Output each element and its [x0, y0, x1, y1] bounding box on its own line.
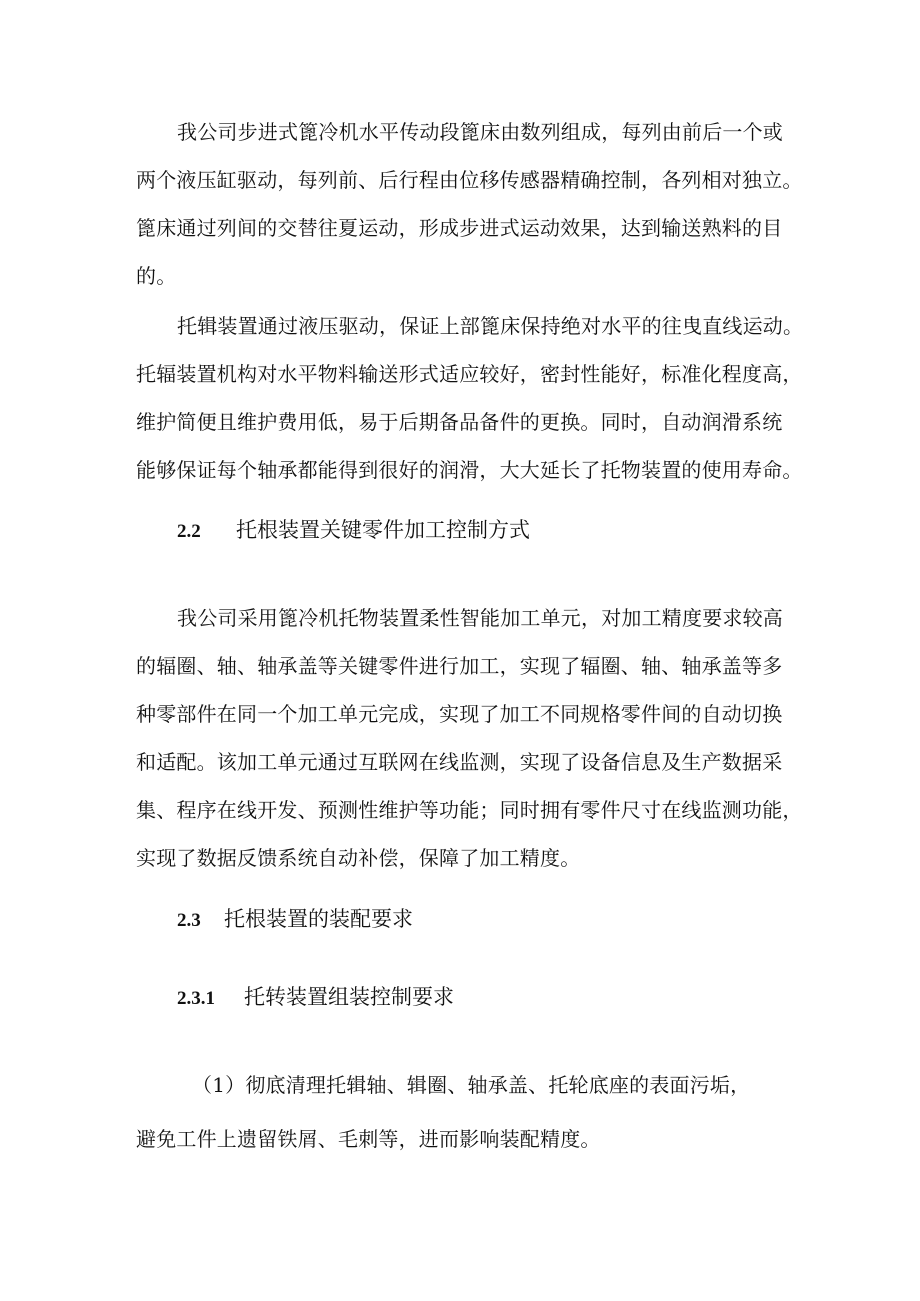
- paragraph-line: 我公司采用篦冷机托物装置柔性智能加工单元，对加工精度要求较高: [177, 606, 783, 630]
- paragraph-line: 和适配。该加工单元通过互联网在线监测，实现了设备信息及生产数据采: [136, 750, 783, 774]
- paragraph-line: 避免工件上遗留铁屑、毛刺等，进而影响装配精度。: [136, 1127, 601, 1151]
- paragraph-line: 集、程序在线开发、预测性维护等功能；同时拥有零件尺寸在线监测功能，: [136, 798, 803, 822]
- section-heading-2-3: [177, 906, 413, 934]
- paragraph-line: 实现了数据反馈系统自动补偿，保障了加工精度。: [136, 846, 581, 870]
- section-number: 2.3: [177, 910, 201, 931]
- section-heading-2-2: [177, 517, 530, 545]
- section-title: 托根装置关键零件加工控制方式: [236, 518, 530, 542]
- paragraph-line: 托辐装置机构对水平物料输送形式适应较好，密封性能好，标准化程度高，: [136, 362, 803, 386]
- paragraph-line: 维护简便且维护费用低，易于后期备品备件的更换。同时，自动润滑系统: [136, 410, 783, 434]
- paragraph-line: 两个液压缸驱动，每列前、后行程由位移传感器精确控制，各列相对独立。: [136, 168, 803, 192]
- section-title: 托转装置组装控制要求: [244, 985, 454, 1009]
- paragraph-line: （1）彻底清理托辑轴、辑圈、轴承盖、托轮底座的表面污垢，: [192, 1073, 751, 1097]
- section-number: 2.2: [177, 521, 201, 542]
- section-number: 2.3.1: [177, 988, 215, 1009]
- section-heading-2-3-1: [177, 984, 454, 1012]
- paragraph-line: 的辐圈、轴、轴承盖等关键零件进行加工，实现了辐圈、轴、轴承盖等多: [136, 654, 783, 678]
- section-title: 托根装置的装配要求: [224, 907, 413, 931]
- paragraph-line: 我公司步进式篦冷机水平传动段篦床由数列组成，每列由前后一个或: [177, 120, 783, 144]
- paragraph-line: 托辑装置通过液压驱动，保证上部篦床保持绝对水平的往曳直线运动。: [177, 314, 804, 338]
- paragraph-line: 能够保证每个轴承都能得到很好的润滑，大大延长了托物装置的使用寿命。: [136, 458, 803, 482]
- paragraph-line: 篦床通过列间的交替往夏运动，形成步进式运动效果，达到输送熟料的目: [136, 216, 783, 240]
- paragraph-line: 的。: [136, 264, 177, 288]
- paragraph-line: 种零部件在同一个加工单元完成，实现了加工不同规格零件间的自动切换: [136, 702, 783, 726]
